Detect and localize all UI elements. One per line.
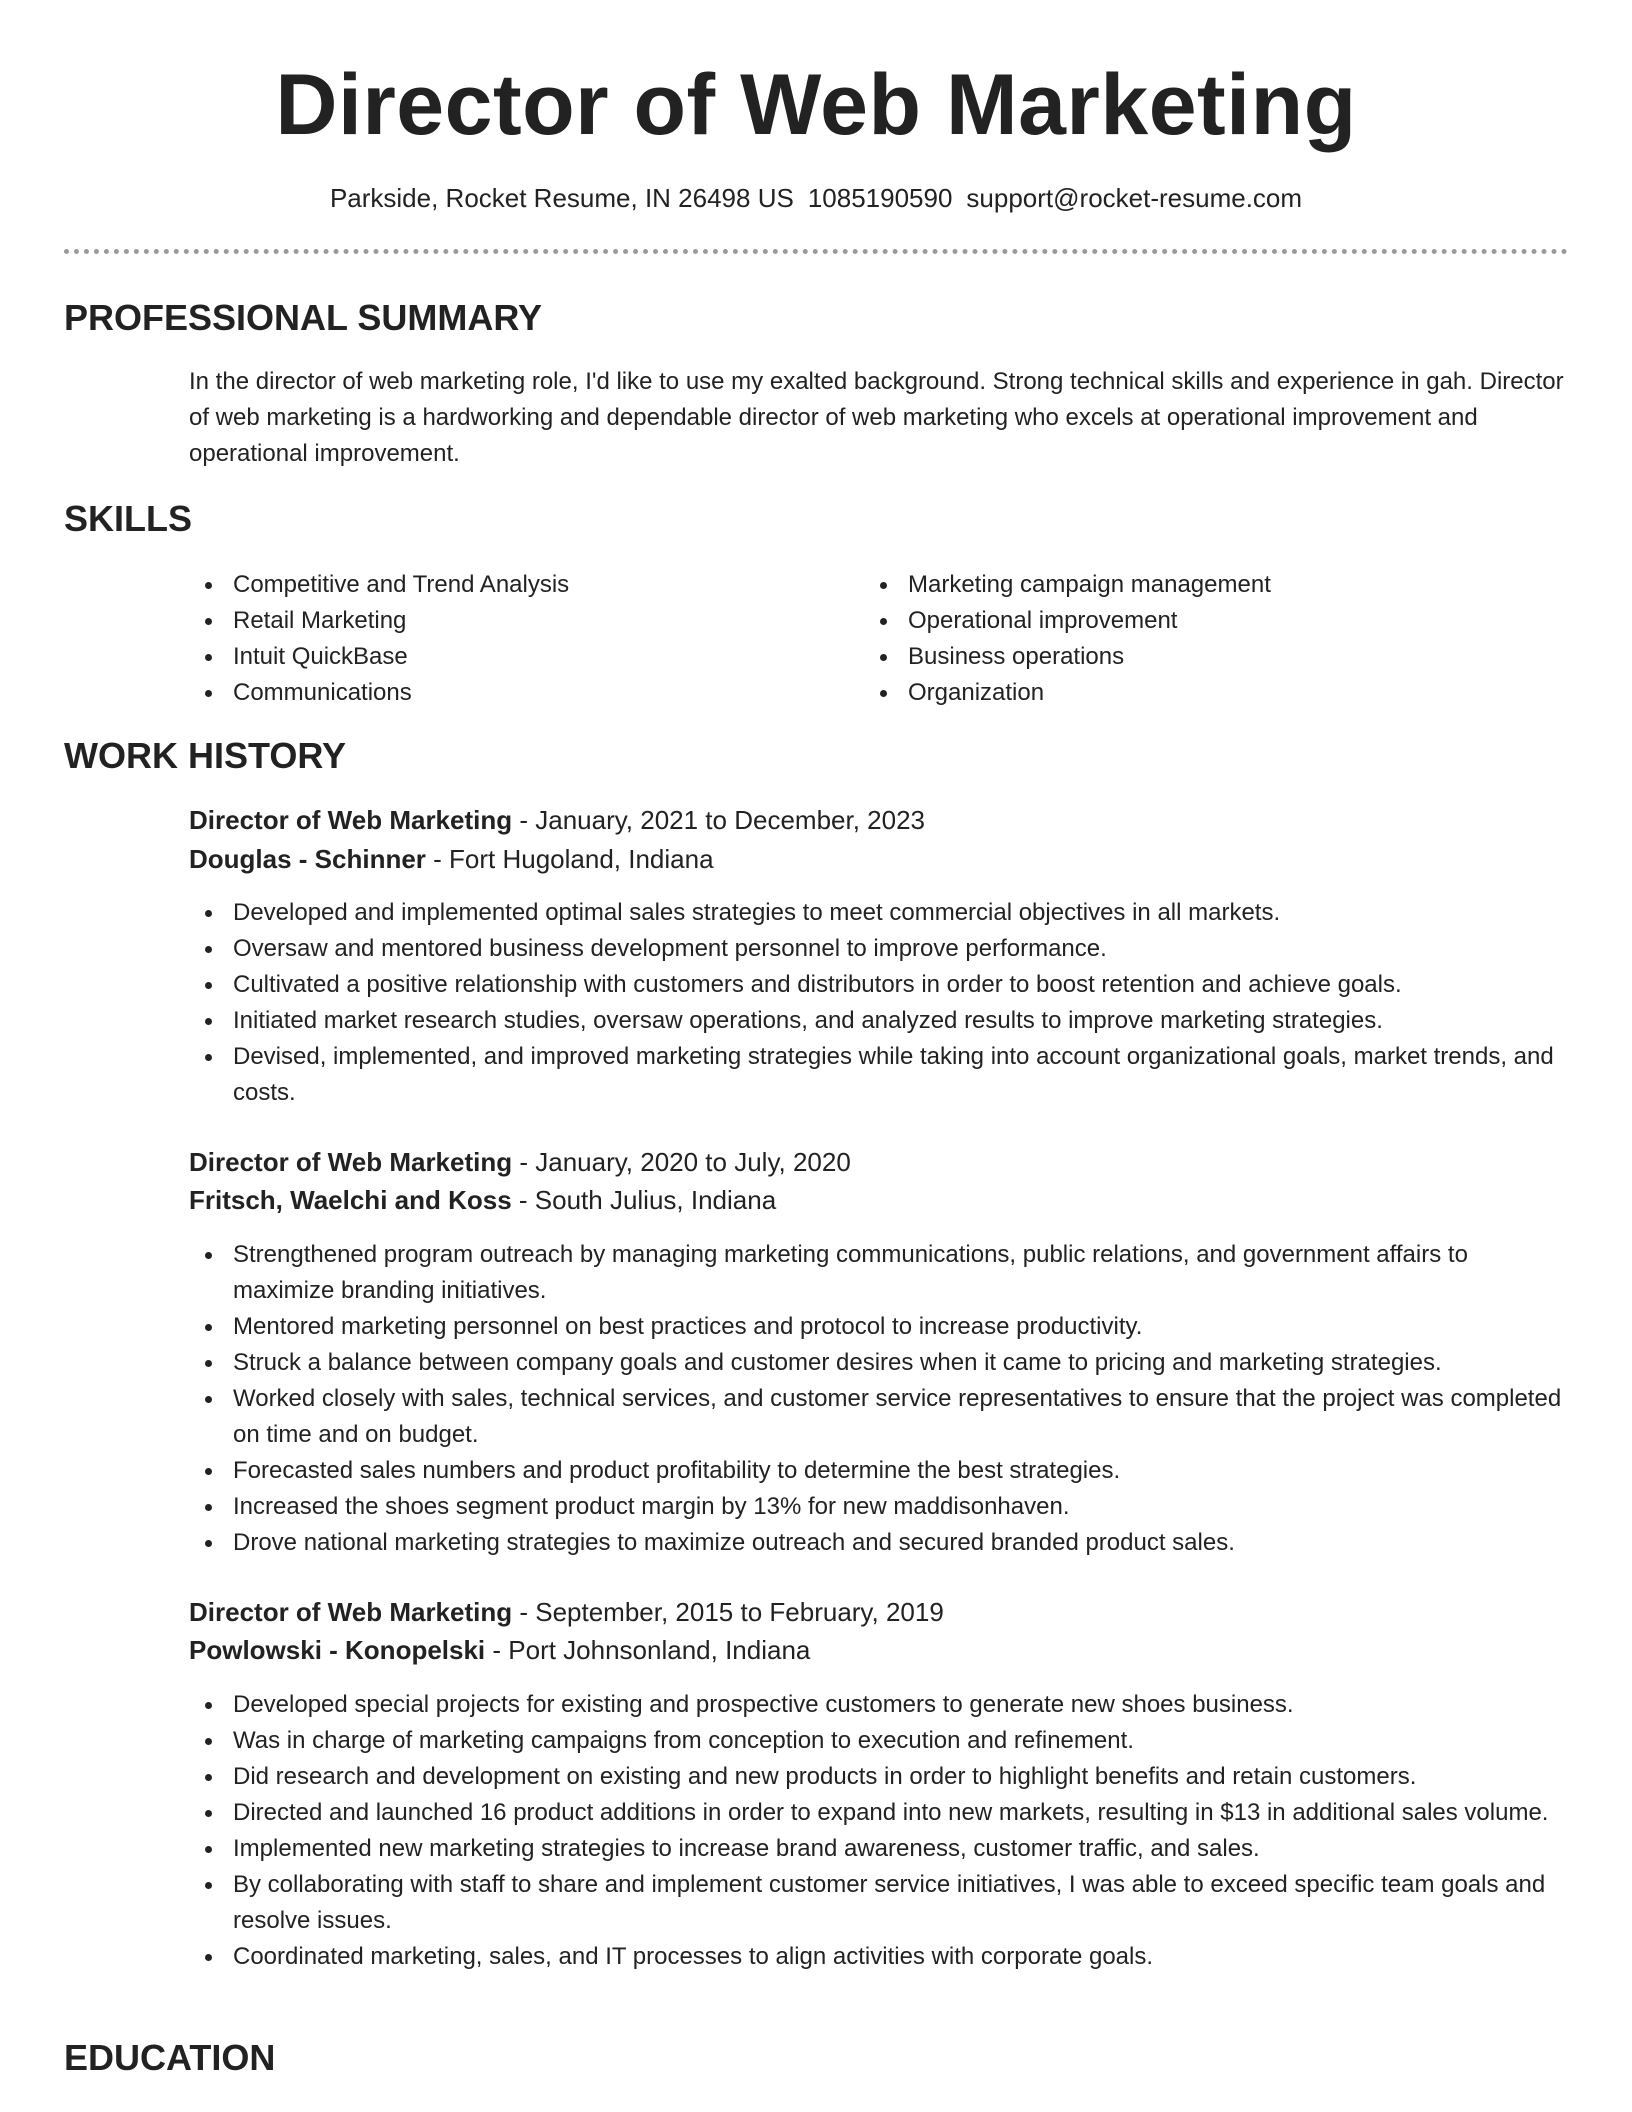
job-location: - Port Johnsonland, Indiana	[485, 1635, 811, 1665]
resume-name-title: Director of Web Marketing	[275, 57, 1357, 153]
job-bullet: Implemented new marketing strategies to increase brand awareness, customer traffic, and sales.	[189, 1831, 1569, 1867]
section-title-education: EDUCATION	[64, 2037, 276, 2078]
skill-item: Intuit QuickBase	[189, 639, 849, 675]
job-bullet: Struck a balance between company goals and customer desires when it came to pricing and marketing strategies.	[189, 1345, 1569, 1381]
job-bullet: Cultivated a positive relationship with customers and distributors in order to boost retention and achieve goals.	[189, 967, 1569, 1003]
contact-email: support@rocket-resume.com	[966, 183, 1303, 213]
job-title: Director of Web Marketing	[189, 1597, 513, 1627]
job-title: Director of Web Marketing	[189, 805, 513, 835]
job-bullet: By collaborating with staff to share and implement customer service initiatives, I was able to exceed specific team goals and resolve issues.	[189, 1867, 1569, 1939]
job-bullet: Forecasted sales numbers and product profitability to determine the best strategies.	[189, 1453, 1569, 1489]
job-location: - Fort Hugoland, Indiana	[425, 844, 714, 874]
job-bullet: Increased the shoes segment product margin by 13% for new maddisonhaven.	[189, 1489, 1569, 1525]
job-bullets	[189, 895, 1569, 1111]
job-bullet: Initiated market research studies, oversaw operations, and analyzed results to improve marketing strategies.	[189, 1003, 1569, 1039]
job-bullet: Mentored marketing personnel on best practices and protocol to increase productivity.	[189, 1309, 1569, 1345]
job-title-line	[189, 1144, 851, 1180]
header-divider	[64, 249, 1568, 254]
section-title-skills: SKILLS	[64, 498, 193, 539]
job-bullet: Did research and development on existing and new products in order to highlight benefits and retain customers.	[189, 1759, 1569, 1795]
skill-item: Marketing campaign management	[864, 567, 1524, 603]
skill-item: Operational improvement	[864, 603, 1524, 639]
skill-item: Retail Marketing	[189, 603, 849, 639]
skill-item: Organization	[864, 675, 1524, 711]
job-company-line	[189, 1182, 776, 1218]
job-bullet: Devised, implemented, and improved marketing strategies while taking into account organizational goals, market trends, and costs.	[189, 1039, 1569, 1111]
job-dates: - September, 2015 to February, 2019	[512, 1597, 944, 1627]
skills-list-left	[189, 567, 849, 711]
job-location: - South Julius, Indiana	[511, 1185, 777, 1215]
skill-item: Business operations	[864, 639, 1524, 675]
job-bullet: Worked closely with sales, technical services, and customer service representatives to ensure that the project was completed on time and on budget.	[189, 1381, 1569, 1453]
section-title-work: WORK HISTORY	[64, 735, 347, 776]
job-company-line	[189, 841, 714, 877]
job-bullet: Developed and implemented optimal sales strategies to meet commercial objectives in all markets.	[189, 895, 1569, 931]
job-company: Fritsch, Waelchi and Koss	[189, 1185, 512, 1215]
job-company-line	[189, 1632, 810, 1668]
job-bullet: Drove national marketing strategies to maximize outreach and secured branded product sales.	[189, 1525, 1569, 1561]
job-bullet: Directed and launched 16 product additions in order to expand into new markets, resulting in $13 in additional sales volume.	[189, 1795, 1569, 1831]
job-dates: - January, 2021 to December, 2023	[512, 805, 926, 835]
section-title-summary: PROFESSIONAL SUMMARY	[64, 297, 543, 338]
job-bullets	[189, 1687, 1569, 1975]
contact-address: Parkside, Rocket Resume, IN 26498 US	[329, 183, 794, 213]
skills-list-right	[864, 567, 1524, 711]
job-bullet: Was in charge of marketing campaigns from conception to execution and refinement.	[189, 1723, 1569, 1759]
job-bullet: Coordinated marketing, sales, and IT processes to align activities with corporate goals.	[189, 1939, 1569, 1975]
job-title-line	[189, 802, 925, 838]
contact-line	[0, 180, 1632, 216]
skill-item: Competitive and Trend Analysis	[189, 567, 849, 603]
job-title: Director of Web Marketing	[189, 1147, 513, 1177]
job-dates: - January, 2020 to July, 2020	[512, 1147, 851, 1177]
job-company: Douglas - Schinner	[189, 844, 426, 874]
job-bullet: Oversaw and mentored business development personnel to improve performance.	[189, 931, 1569, 967]
skill-item: Communications	[189, 675, 849, 711]
job-bullet: Developed special projects for existing and prospective customers to generate new shoes business.	[189, 1687, 1569, 1723]
job-title-line	[189, 1594, 944, 1630]
contact-phone: 1085190590	[807, 183, 953, 213]
summary-text: In the director of web marketing role, I'd like to use my exalted background. Strong technical skills and experience in gah. Director of web marketing is a hardworking and dependable director of web marketing who excels at operational improvement and operational improvement.	[189, 368, 1564, 467]
job-company: Powlowski - Konopelski	[189, 1635, 486, 1665]
job-bullets	[189, 1237, 1569, 1561]
job-bullet: Strengthened program outreach by managing marketing communications, public relations, and government affairs to maximize branding initiatives.	[189, 1237, 1569, 1309]
